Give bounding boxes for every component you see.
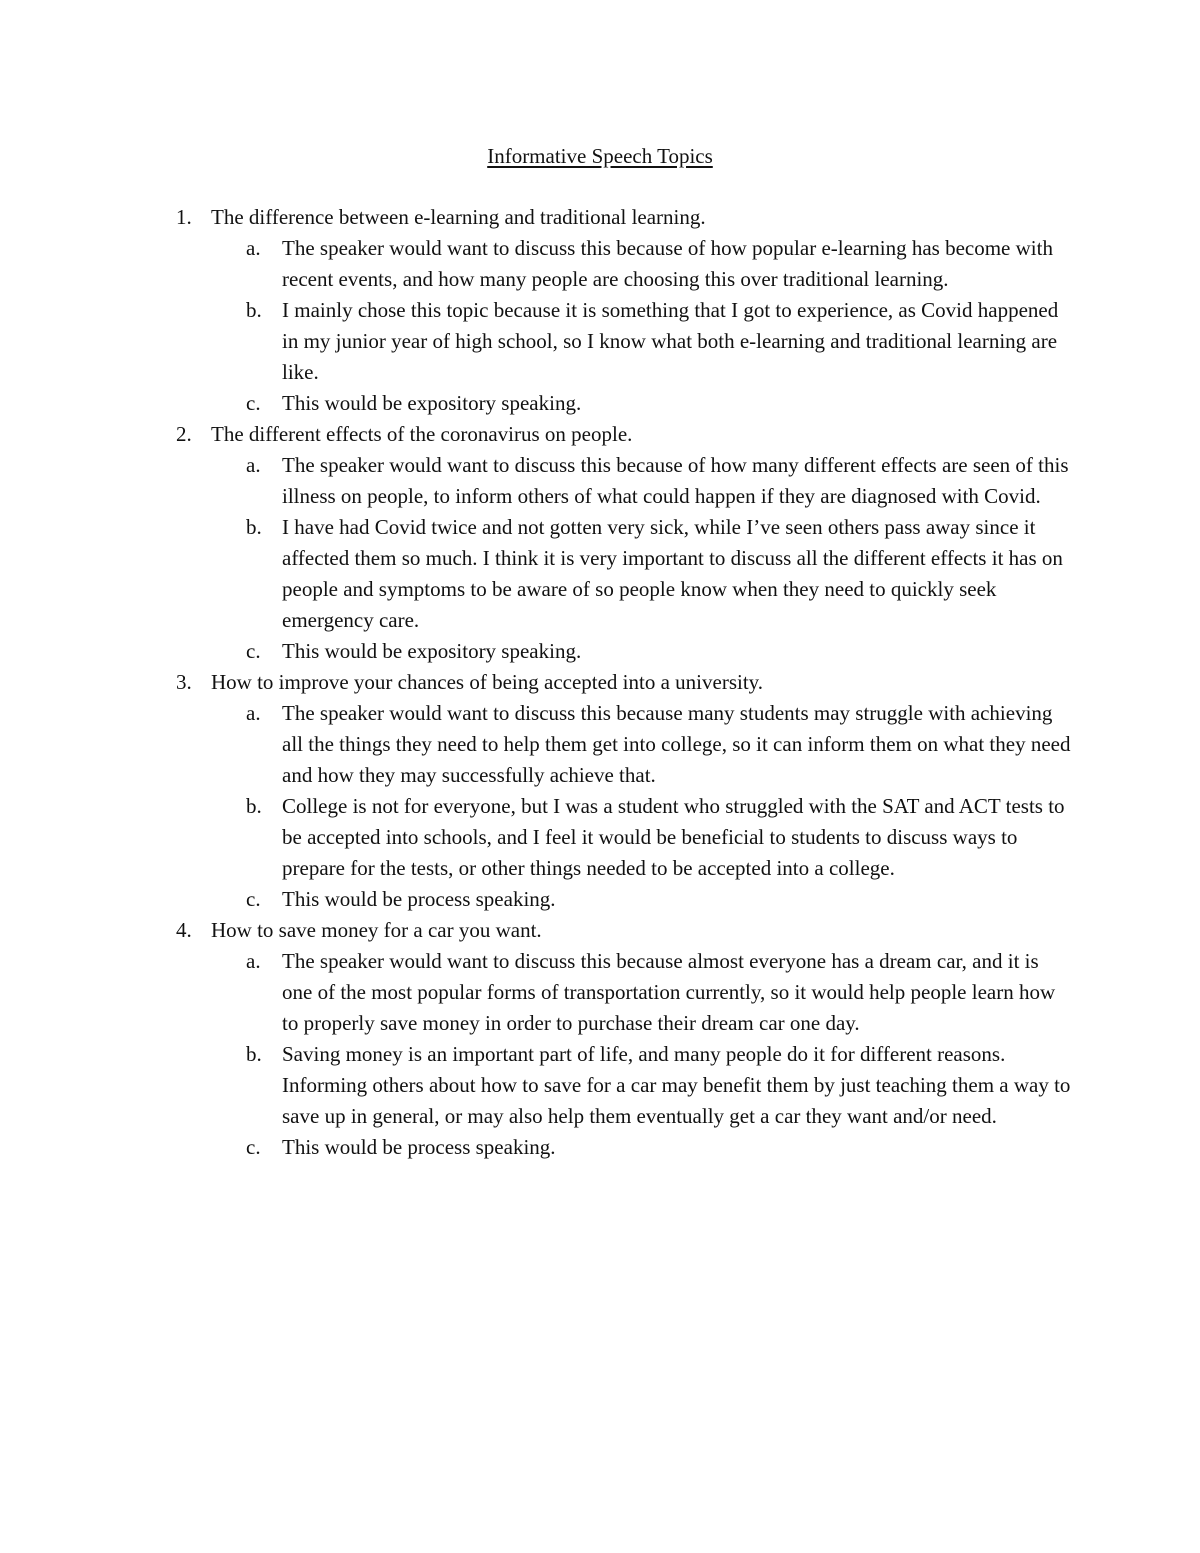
sub-point-letter: b. [246, 1042, 262, 1066]
sub-point-letter: c. [246, 887, 261, 911]
sub-point-text: The speaker would want to discuss this because almost everyone has a dream car, and it is one of the most popular forms of transportation currently, so it would help people learn how to properly save money in order to purchase their dream car one day. [282, 949, 1056, 1035]
sub-point [0, 1132, 1200, 1163]
sub-point-letter: c. [246, 639, 261, 663]
topic-text: How to save money for a car you want. [211, 918, 542, 942]
sub-point [0, 698, 1200, 791]
sub-point-text: The speaker would want to discuss this because many students may struggle with achieving all the things they need to help them get into college, so it can inform them on what they need and how they may successfully achieve that. [282, 701, 1071, 787]
sub-point-text: I mainly chose this topic because it is something that I got to experience, as Covid happened in my junior year of high school, so I know what both e-learning and traditional learning are like. [282, 298, 1059, 384]
sub-point-letter: b. [246, 515, 262, 539]
topic-text: How to improve your chances of being accepted into a university. [211, 670, 764, 694]
sub-point [0, 512, 1200, 636]
topic-text: The difference between e-learning and traditional learning. [211, 205, 706, 229]
sub-point-text: College is not for everyone, but I was a student who struggled with the SAT and ACT tests to be accepted into schools, and I feel it would be beneficial to students to discuss ways to prepare for the tests, or other things needed to be accepted into a college. [282, 794, 1065, 880]
topic-number: 2. [176, 422, 192, 446]
sub-point-text: This would be expository speaking. [282, 639, 582, 663]
sub-point-letter: a. [246, 236, 261, 260]
topic-item [0, 419, 1200, 450]
sub-point [0, 1039, 1200, 1132]
sub-point-text: This would be expository speaking. [282, 391, 582, 415]
sub-point-text: This would be process speaking. [282, 1135, 556, 1159]
sub-point [0, 233, 1200, 295]
sub-point [0, 791, 1200, 884]
sub-point [0, 884, 1200, 915]
topic-list [0, 202, 1200, 1163]
topic-number: 4. [176, 918, 192, 942]
topic-number: 1. [176, 205, 192, 229]
sub-point-text: The speaker would want to discuss this because of how many different effects are seen of this illness on people, to inform others of what could happen if they are diagnosed with Covid. [282, 453, 1069, 508]
sub-point-text: The speaker would want to discuss this because of how popular e-learning has become with recent events, and how many people are choosing this over traditional learning. [282, 236, 1053, 291]
sub-point [0, 946, 1200, 1039]
sub-point-letter: a. [246, 453, 261, 477]
sub-point-letter: a. [246, 949, 261, 973]
page-title: Informative Speech Topics [487, 144, 713, 168]
sub-point [0, 388, 1200, 419]
topic-text: The different effects of the coronavirus on people. [211, 422, 633, 446]
topic-item [0, 202, 1200, 233]
topic-number: 3. [176, 670, 192, 694]
sub-point-letter: c. [246, 391, 261, 415]
topic-item [0, 915, 1200, 946]
sub-point-letter: a. [246, 701, 261, 725]
sub-point-text: Saving money is an important part of life, and many people do it for different reasons. Informing others about how to save for a car may benefit them by just teaching them a way to save up in general, or may also help them eventually get a car they want and/or need. [282, 1042, 1071, 1128]
sub-point-letter: b. [246, 794, 262, 818]
sub-point-letter: b. [246, 298, 262, 322]
sub-point-text: I have had Covid twice and not gotten very sick, while I’ve seen others pass away since it affected them so much. I think it is very important to discuss all the different effects it has on people and symptoms to be aware of so people know when they need to quickly seek emergency care. [282, 515, 1063, 632]
sub-point-text: This would be process speaking. [282, 887, 556, 911]
topic-item [0, 667, 1200, 698]
sub-point [0, 636, 1200, 667]
sub-point-letter: c. [246, 1135, 261, 1159]
sub-point [0, 450, 1200, 512]
sub-point [0, 295, 1200, 388]
